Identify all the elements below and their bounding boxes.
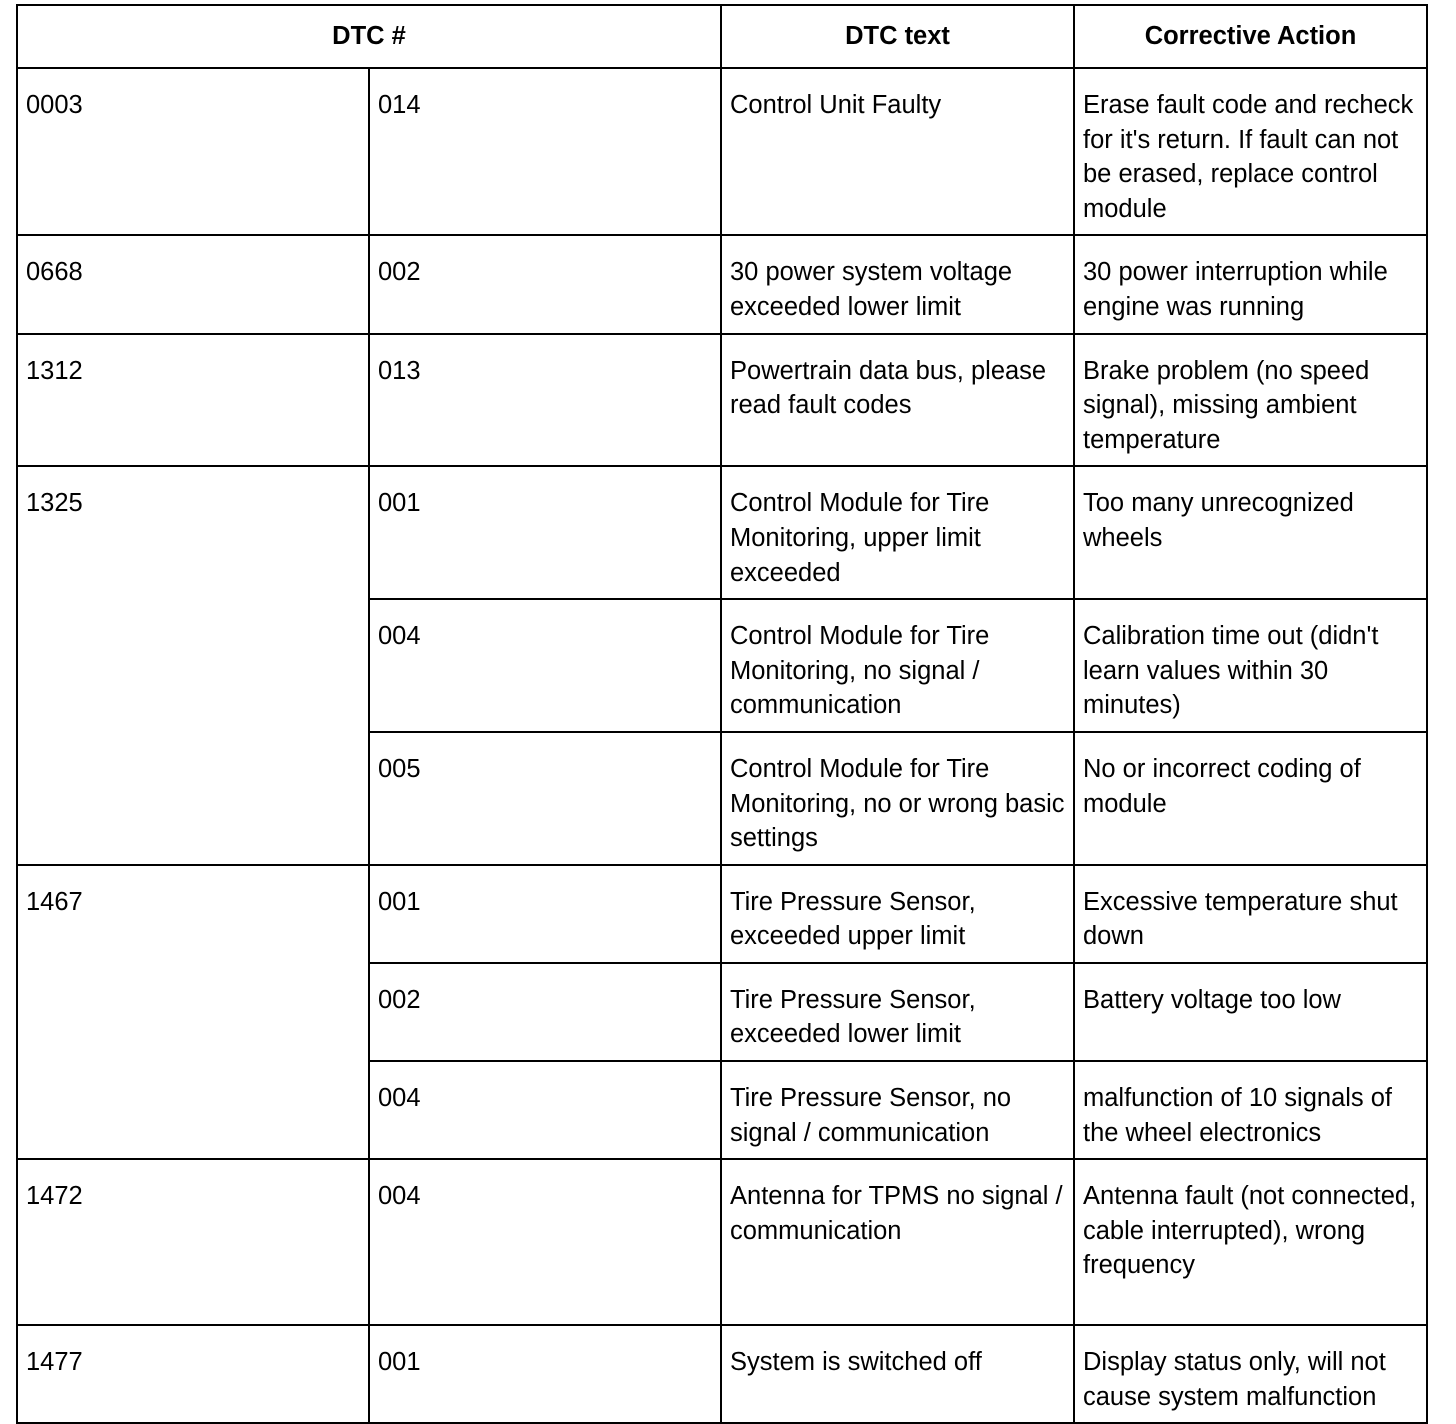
dtc-table: [16, 4, 1428, 1424]
table-row: [17, 68, 1427, 235]
table-row: [17, 334, 1427, 467]
dtc-sub-cell: 002: [369, 963, 721, 1061]
corrective-action-cell: No or incorrect coding of module: [1074, 732, 1427, 865]
table-row: [17, 466, 1427, 599]
corrective-action-cell: Erase fault code and recheck for it's return. If fault can not be erased, replace control module: [1074, 68, 1427, 235]
corrective-action-cell: Excessive temperature shut down: [1074, 865, 1427, 963]
dtc-sub-cell: 004: [369, 599, 721, 732]
dtc-text-cell: Tire Pressure Sensor, no signal / communication: [721, 1061, 1074, 1159]
dtc-code-cell: 1467: [17, 865, 369, 1160]
dtc-code-cell: 1477: [17, 1325, 369, 1423]
dtc-code-cell: 1325: [17, 466, 369, 864]
corrective-action-cell: Display status only, will not cause system malfunction: [1074, 1325, 1427, 1423]
table-header-row: [17, 5, 1427, 68]
table-row: [17, 1325, 1427, 1423]
dtc-text-cell: Antenna for TPMS no signal / communication: [721, 1159, 1074, 1325]
dtc-sub-cell: 004: [369, 1061, 721, 1159]
dtc-sub-cell: 001: [369, 865, 721, 963]
header-dtc-text: DTC text: [721, 5, 1074, 68]
header-corrective-action: Corrective Action: [1074, 5, 1427, 68]
corrective-action-cell: Antenna fault (not connected, cable interrupted), wrong frequency: [1074, 1159, 1427, 1325]
corrective-action-cell: Calibration time out (didn't learn values within 30 minutes): [1074, 599, 1427, 732]
dtc-text-cell: Tire Pressure Sensor, exceeded upper limit: [721, 865, 1074, 963]
dtc-sub-cell: 013: [369, 334, 721, 467]
dtc-sub-cell: 001: [369, 1325, 721, 1423]
corrective-action-cell: malfunction of 10 signals of the wheel electronics: [1074, 1061, 1427, 1159]
dtc-text-cell: Tire Pressure Sensor, exceeded lower limit: [721, 963, 1074, 1061]
dtc-sub-cell: 004: [369, 1159, 721, 1325]
corrective-action-cell: 30 power interruption while engine was running: [1074, 235, 1427, 333]
dtc-text-cell: Control Unit Faulty: [721, 68, 1074, 235]
table-row: [17, 865, 1427, 963]
dtc-text-cell: Control Module for Tire Monitoring, upper limit exceeded: [721, 466, 1074, 599]
dtc-sub-cell: 005: [369, 732, 721, 865]
dtc-sub-cell: 014: [369, 68, 721, 235]
header-dtc-number: DTC #: [17, 5, 721, 68]
table-row: [17, 1159, 1427, 1325]
dtc-sub-cell: 002: [369, 235, 721, 333]
dtc-text-cell: 30 power system voltage exceeded lower limit: [721, 235, 1074, 333]
dtc-sub-cell: 001: [369, 466, 721, 599]
corrective-action-cell: Brake problem (no speed signal), missing ambient temperature: [1074, 334, 1427, 467]
dtc-text-cell: System is switched off: [721, 1325, 1074, 1423]
dtc-code-cell: 0003: [17, 68, 369, 235]
dtc-text-cell: Control Module for Tire Monitoring, no or wrong basic settings: [721, 732, 1074, 865]
corrective-action-cell: Battery voltage too low: [1074, 963, 1427, 1061]
dtc-code-cell: 1312: [17, 334, 369, 467]
dtc-code-cell: 0668: [17, 235, 369, 333]
dtc-code-cell: 1472: [17, 1159, 369, 1325]
corrective-action-cell: Too many unrecognized wheels: [1074, 466, 1427, 599]
table-row: [17, 235, 1427, 333]
dtc-text-cell: Control Module for Tire Monitoring, no signal / communication: [721, 599, 1074, 732]
dtc-text-cell: Powertrain data bus, please read fault codes: [721, 334, 1074, 467]
